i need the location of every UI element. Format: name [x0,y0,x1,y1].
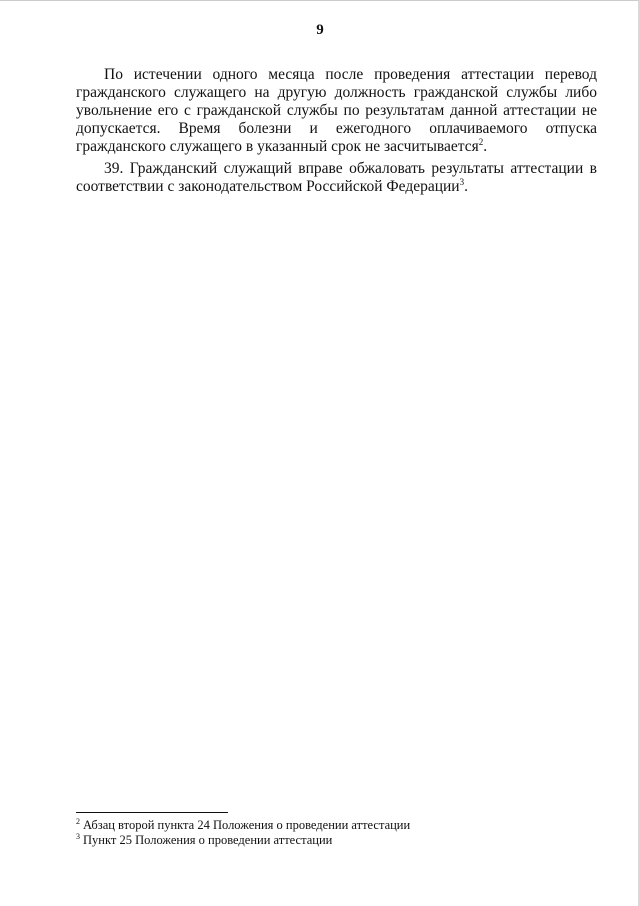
paragraph-end-punctuation: . [483,138,488,155]
footnote-mark: 2 [76,816,80,826]
scan-top-edge [0,0,640,1]
paragraph-39-appeal [76,160,597,196]
paragraph-text: 39. Гражданский служащий вправе обжаловать результаты аттестации в соответствии с законодательством Российской Федерации [76,160,597,195]
paragraph-attestation-transfer [76,66,597,156]
footnote-text: Абзац второй пункта 24 Положения о проведении аттестации [83,818,411,832]
footnote-2 [76,818,410,833]
paragraph-text: По истечении одного месяца после проведения аттестации перевод гражданского служащего на другую должность гражданской службы либо увольнение его с гражданской службы по результатам данной аттестации не допускается. Время болезни и ежегодного оплачиваемого отпуска гражданского служащего в указанный срок не засчитывается [76,66,597,155]
footnote-mark: 3 [76,831,80,841]
footnote-text: Пункт 25 Положения о проведении аттестации [83,833,333,847]
footnote-separator [76,812,228,813]
footnote-3 [76,833,332,848]
paragraph-end-punctuation: . [464,178,468,195]
footnote-reference[interactable]: 3 [459,176,465,187]
page-number: 9 [316,22,324,38]
footnote-reference[interactable]: 2 [478,136,484,147]
